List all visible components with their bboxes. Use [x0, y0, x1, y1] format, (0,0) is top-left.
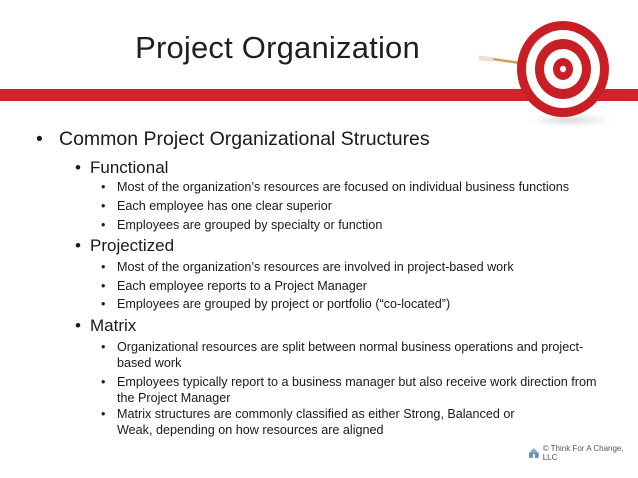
slide-title: Project Organization	[135, 30, 420, 65]
target-icon	[450, 20, 638, 130]
bullet-icon: •	[101, 407, 106, 421]
section-heading-projectized: • Projectized	[75, 236, 175, 255]
list-item: • Employees are grouped by specialty or function	[101, 218, 383, 232]
bullet-icon: •	[101, 297, 106, 311]
list-item: • Most of the organization’s resources are focused on individual business functions	[101, 180, 570, 194]
bullet-icon: •	[101, 260, 106, 274]
copyright-text: © Think For A Change, LLC	[542, 444, 624, 462]
list-item: • Each employee reports to a Project Manager	[101, 279, 367, 293]
list-item: • Each employee has one clear superior	[101, 199, 332, 213]
bullet-icon: •	[36, 128, 43, 150]
list-item: • Most of the organization’s resources are involved in project-based work	[101, 260, 514, 274]
bullet-icon: •	[75, 316, 81, 335]
bullet-icon: •	[101, 218, 106, 232]
list-item: • Organizational resources are split between normal business operations and project-based work	[101, 340, 584, 370]
bullet-icon: •	[101, 340, 106, 354]
copyright-footer	[528, 444, 638, 462]
bullet-icon: •	[101, 180, 106, 194]
list-item: • Employees are grouped by project or portfolio (“co-located”)	[101, 297, 451, 311]
list-item-main	[36, 128, 430, 151]
section-heading-matrix: • Matrix	[75, 316, 137, 335]
list-item: • Matrix structures are commonly classified as either Strong, Balanced or Weak, depending on how resources are aligned	[101, 407, 515, 437]
bullet-icon: •	[75, 158, 81, 177]
bullet-icon: •	[101, 279, 106, 293]
section-heading-functional: • Functional	[75, 158, 169, 177]
bullet-icon: •	[75, 236, 81, 255]
main-bullet-text: Common Project Organizational Structures	[59, 128, 430, 150]
bullet-icon: •	[101, 199, 106, 213]
list-item: • Employees typically report to a business manager but also receive work direction from the Project Manager	[101, 375, 597, 405]
logo-icon	[528, 447, 540, 459]
bullet-icon: •	[101, 375, 106, 389]
